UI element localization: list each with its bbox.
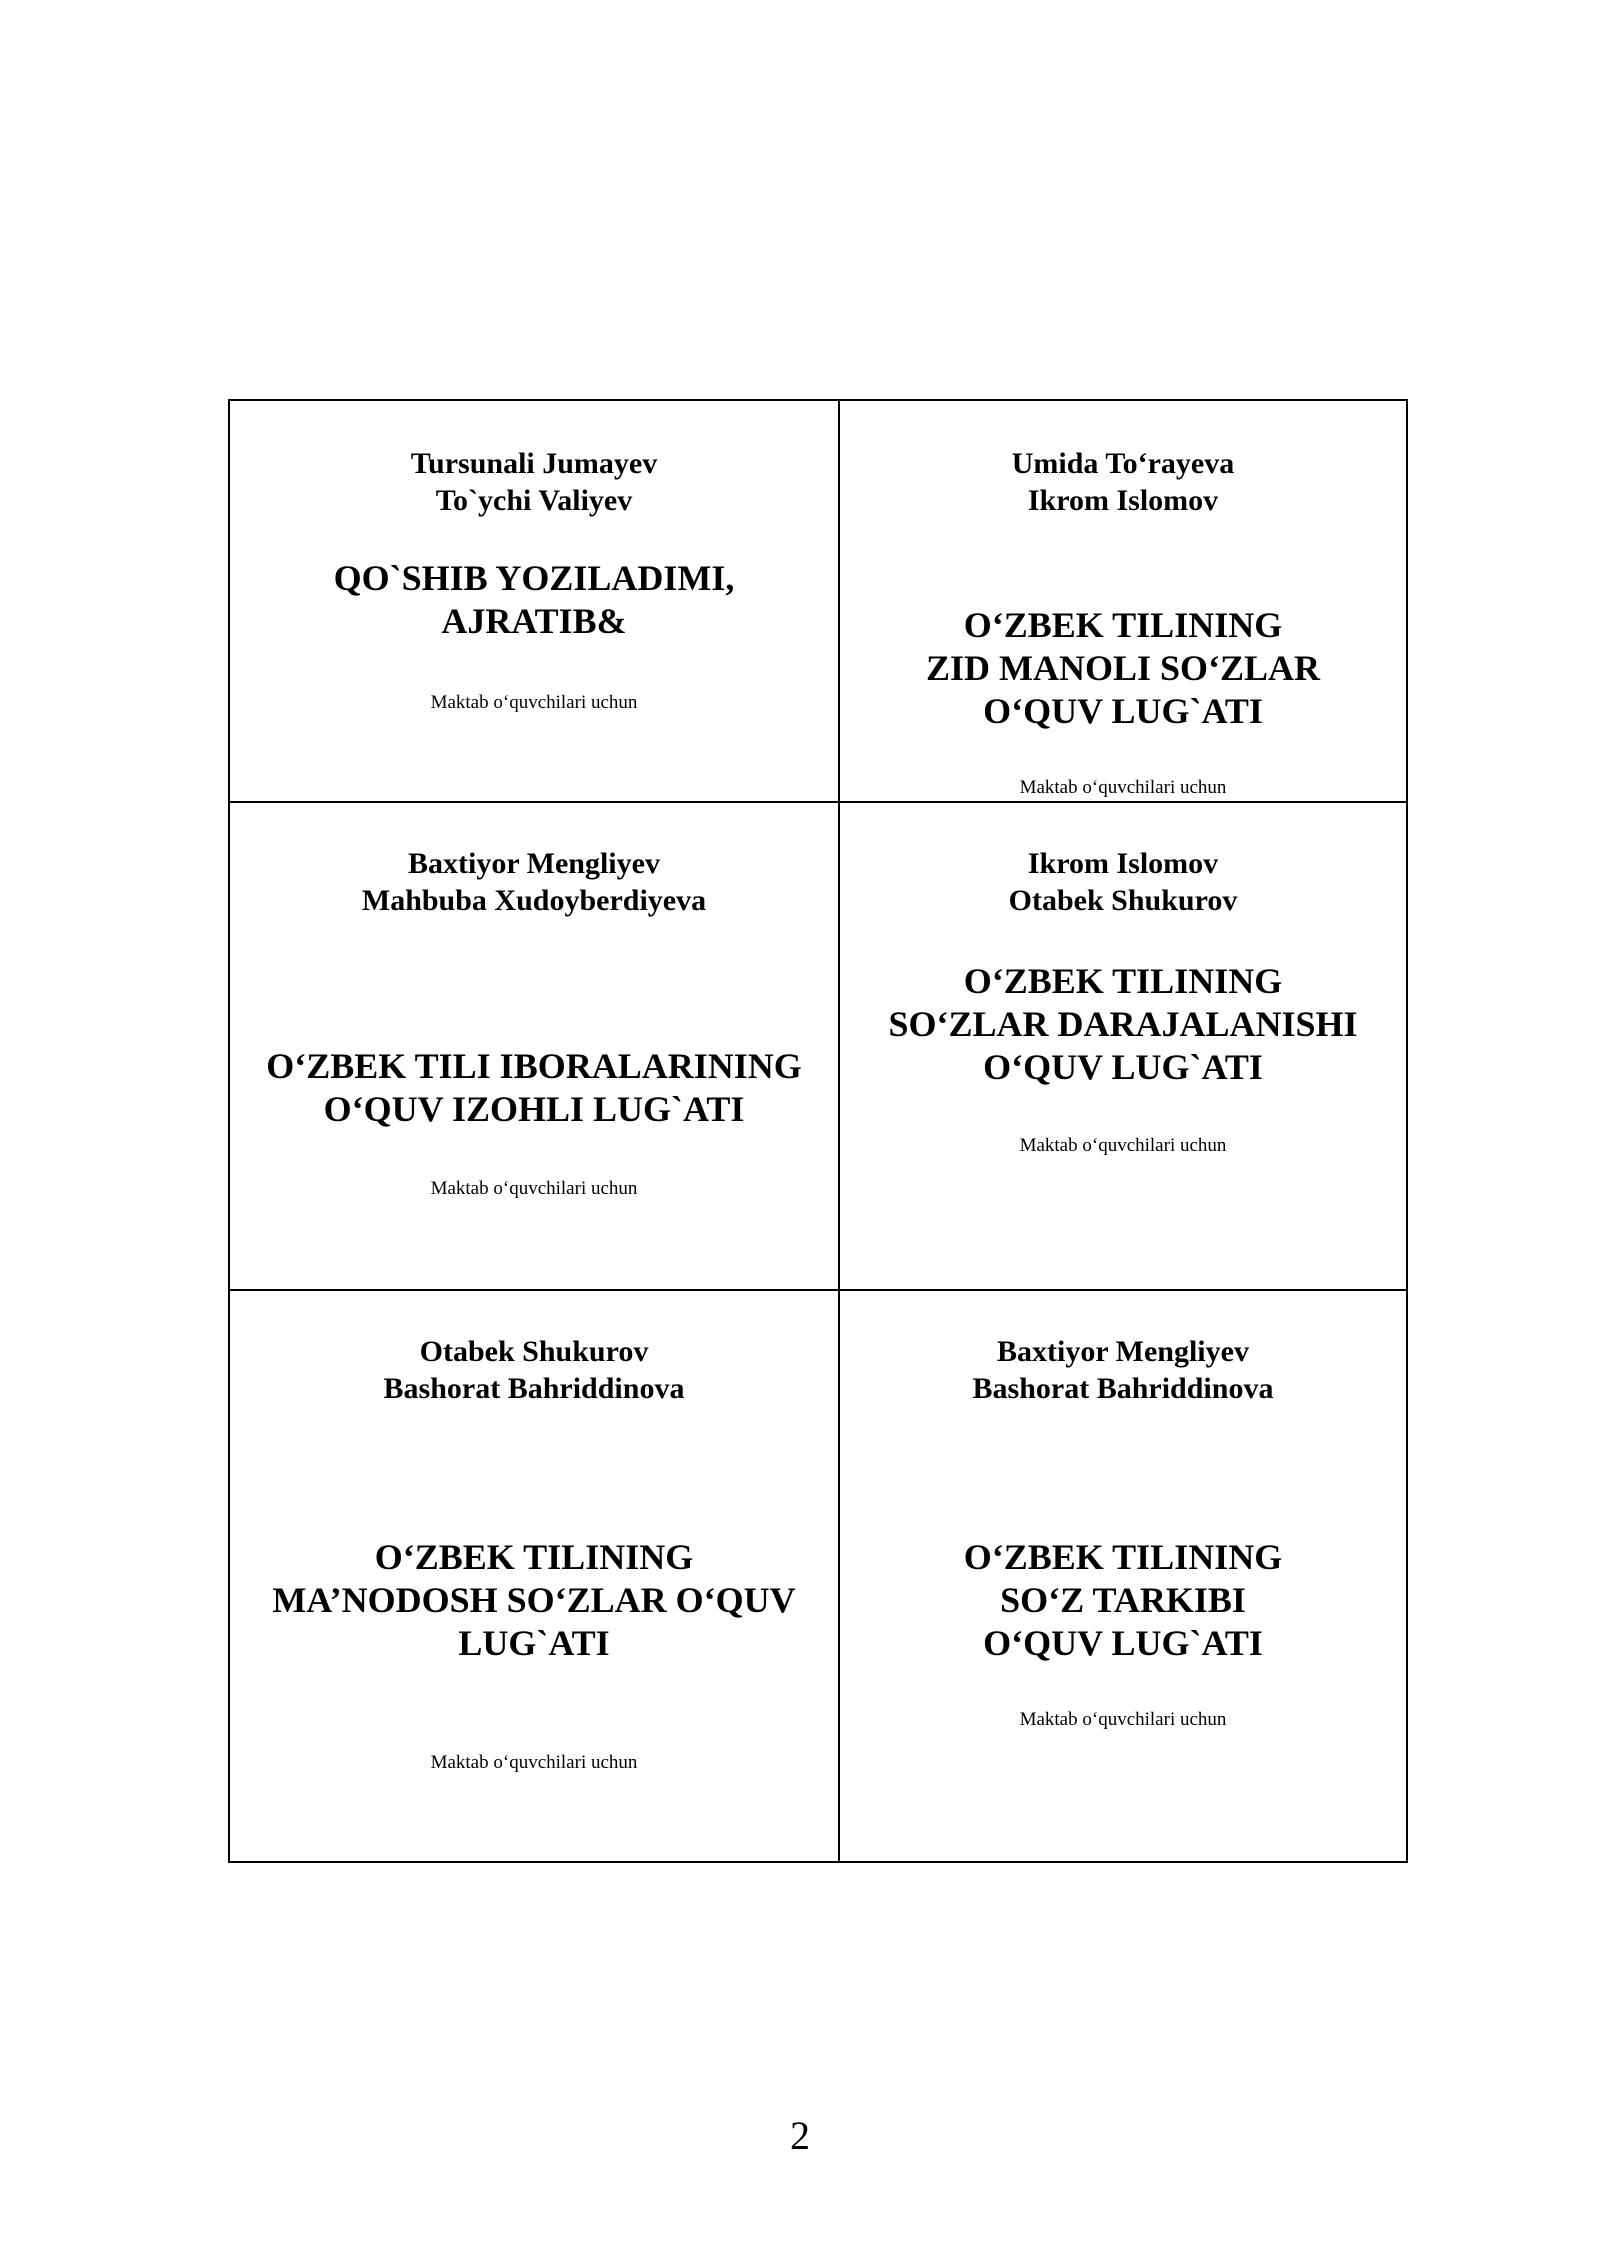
author-name: Mahbuba Xudoyberdiyeva bbox=[361, 884, 707, 917]
book-title bbox=[230, 1045, 838, 1131]
author-name: Ikrom Islomov bbox=[1027, 847, 1219, 880]
book-title-line: QO`SHIB YOZILADIMI, bbox=[333, 558, 735, 598]
author-name: Umida To‘rayeva bbox=[1011, 447, 1235, 480]
book-title-line: O‘QUV LUG`ATI bbox=[983, 691, 1263, 731]
book-authors bbox=[230, 445, 838, 519]
book-title-line: O‘QUV LUG`ATI bbox=[983, 1047, 1263, 1087]
book-authors bbox=[840, 845, 1406, 919]
book-title-line: O‘QUV IZOHLI LUG`ATI bbox=[323, 1089, 745, 1129]
book-audience-note: Maktab o‘quvchilari uchun bbox=[1019, 1135, 1227, 1156]
book-title bbox=[230, 1536, 838, 1665]
book-catalog-table bbox=[228, 399, 1408, 1863]
book-title-line: O‘ZBEK TILINING bbox=[963, 605, 1283, 645]
author-name: Baxtiyor Mengliyev bbox=[408, 847, 660, 880]
book-title-line: O‘QUV LUG`ATI bbox=[983, 1623, 1263, 1663]
author-name: Bashorat Bahriddinova bbox=[972, 1372, 1274, 1405]
author-name: Otabek Shukurov bbox=[419, 1335, 649, 1368]
book-title-line: AJRATIB& bbox=[441, 601, 627, 641]
author-name: To`ychi Valiyev bbox=[435, 484, 633, 517]
book-cell-6 bbox=[840, 1291, 1406, 1861]
book-title-line: ZID MANOLI SO‘ZLAR bbox=[925, 648, 1321, 688]
author-name: Baxtiyor Mengliyev bbox=[997, 1335, 1249, 1368]
book-audience-note: Maktab o‘quvchilari uchun bbox=[430, 1752, 638, 1773]
book-cell-2 bbox=[840, 401, 1406, 801]
author-name: Bashorat Bahriddinova bbox=[383, 1372, 685, 1405]
book-cell-1 bbox=[230, 401, 838, 801]
author-name: Tursunali Jumayev bbox=[410, 447, 658, 480]
book-title-line: O‘ZBEK TILINING bbox=[963, 1537, 1283, 1577]
book-title-line: SO‘ZLAR DARAJALANISHI bbox=[888, 1004, 1358, 1044]
book-audience-note: Maktab o‘quvchilari uchun bbox=[1019, 1709, 1227, 1730]
book-title bbox=[840, 604, 1406, 733]
book-audience-note: Maktab o‘quvchilari uchun bbox=[430, 692, 638, 713]
book-audience-note: Maktab o‘quvchilari uchun bbox=[430, 1178, 638, 1199]
book-authors bbox=[840, 1333, 1406, 1407]
book-title-line: O‘ZBEK TILINING bbox=[963, 961, 1283, 1001]
book-authors bbox=[230, 845, 838, 919]
author-name: Ikrom Islomov bbox=[1027, 484, 1219, 517]
book-title-line: O‘ZBEK TILI IBORALARINING bbox=[266, 1046, 802, 1086]
book-title-line: O‘ZBEK TILINING bbox=[374, 1537, 694, 1577]
author-name: Otabek Shukurov bbox=[1008, 884, 1238, 917]
book-title bbox=[230, 557, 838, 643]
book-authors bbox=[230, 1333, 838, 1407]
book-title bbox=[840, 1536, 1406, 1665]
book-cell-3 bbox=[230, 803, 838, 1289]
book-audience-note: Maktab o‘quvchilari uchun bbox=[1019, 777, 1227, 798]
book-title-line: MA’NODOSH SO‘ZLAR O‘QUV bbox=[272, 1580, 796, 1620]
book-title bbox=[840, 960, 1406, 1089]
book-cell-5 bbox=[230, 1291, 838, 1861]
book-cell-4 bbox=[840, 803, 1406, 1289]
book-authors bbox=[840, 445, 1406, 519]
book-title-line: LUG`ATI bbox=[458, 1623, 610, 1663]
page-number: 2 bbox=[790, 2113, 810, 2158]
book-title-line: SO‘Z TARKIBI bbox=[1000, 1580, 1246, 1620]
